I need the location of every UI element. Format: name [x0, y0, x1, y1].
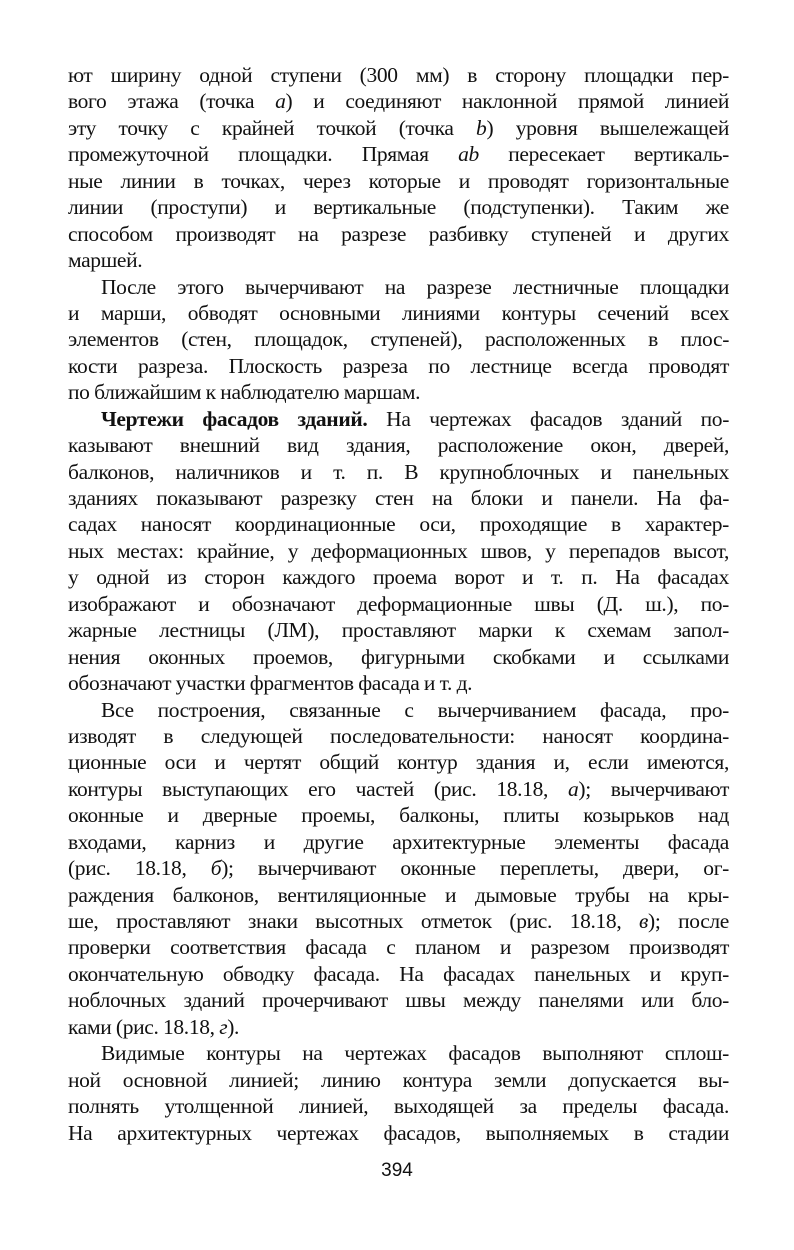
text-line [68, 670, 729, 696]
text-span: ); вычерчивают оконные переплеты, двери, ог- [221, 856, 729, 881]
paragraph [68, 62, 729, 274]
italic-text: b [476, 115, 487, 140]
italic-text: г [219, 1014, 228, 1039]
text-span: способом производят на разрезе разбивку ступеней и других [68, 221, 729, 246]
text-span: ных местах: крайние, у деформационных швов, у перепадов высот, [68, 538, 729, 563]
text-span: (рис. 18.18, [68, 856, 211, 881]
text-span: После этого вычерчивают на разрезе лестничные площадки [101, 274, 729, 299]
paragraph [68, 1040, 729, 1146]
text-span: проверки соответствия фасада с планом и разрезом производят [68, 935, 729, 960]
text-span: ноблочных зданий прочерчивают швы между панелями или бло- [68, 988, 729, 1013]
paragraph [68, 274, 729, 406]
text-line [68, 62, 729, 88]
text-line [68, 617, 729, 643]
text-span: ) уровня вышележащей [486, 115, 729, 140]
text-span: обозначают участки фрагментов фасада и т. д. [68, 671, 473, 696]
text-line [68, 855, 729, 881]
text-line [68, 644, 729, 670]
italic-text: ab [458, 142, 479, 167]
text-span: пересекает вертикаль- [478, 142, 729, 167]
text-line [68, 300, 729, 326]
text-span: На чертежах фасадов зданий по- [367, 406, 730, 431]
text-line [68, 168, 729, 194]
text-line [68, 459, 729, 485]
text-line [68, 432, 729, 458]
text-line [68, 221, 729, 247]
text-span: ные линии в точках, через которые и проводят горизонтальные [68, 168, 729, 193]
text-span: ют ширину одной ступени (300 мм) в сторону площадки пер- [68, 63, 729, 87]
text-line [68, 511, 729, 537]
text-span: контуры выступающих его частей (рис. 18.18, [68, 776, 568, 801]
text-span: эту точку с крайней точкой (точка [68, 115, 477, 140]
text-line [68, 1120, 729, 1146]
text-span: раждения балконов, вентиляционные и дымовые трубы на кры- [68, 882, 729, 907]
text-span: и марши, обводят основными линиями контуры сечений всех [68, 300, 729, 325]
italic-text: а [275, 89, 286, 114]
text-line [68, 88, 729, 114]
text-line [68, 141, 729, 167]
text-line [68, 749, 729, 775]
text-span: ше, проставляют знаки высотных отметок (рис. 18.18, [68, 909, 640, 933]
text-span: вого этажа (точка [68, 89, 276, 114]
text-line [68, 485, 729, 511]
text-line [68, 115, 729, 141]
italic-text: а [567, 776, 579, 801]
text-span: у одной из сторон каждого проема ворот и т. п. На фасадах [68, 565, 729, 590]
paragraph [68, 697, 729, 1041]
text-span: Все построения, связанные с вычерчиванием фасада, про- [101, 697, 729, 722]
text-line [68, 247, 729, 273]
text-line [68, 1014, 729, 1040]
text-span: линии (проступи) и вертикальные (подступенки). Таким же [68, 195, 729, 220]
text-span: садах наносят координационные оси, проходящие в характер- [68, 512, 729, 537]
text-line [68, 829, 729, 855]
text-line [68, 1093, 729, 1119]
text-line [68, 326, 729, 352]
text-line [68, 274, 729, 300]
text-line [68, 379, 729, 405]
text-line [68, 723, 729, 749]
text-line [68, 987, 729, 1013]
text-span: ционные оси и чертят общий контур здания и, если имеются, [68, 750, 729, 775]
text-span: ). [227, 1014, 240, 1039]
text-line [68, 538, 729, 564]
page-number: 394 [381, 1160, 413, 1181]
text-span: нения оконных проемов, фигурными скобками и ссылками [68, 644, 729, 669]
text-span: оконные и дверные проемы, балконы, плиты козырьков над [68, 803, 729, 828]
text-span: промежуточной площадки. Прямая [68, 142, 459, 167]
text-span: ); вычерчивают [578, 776, 729, 801]
text-line [68, 353, 729, 379]
text-span: ной основной линией; линию контура земли допускается вы- [68, 1067, 729, 1092]
text-line [68, 934, 729, 960]
text-span: ); после [648, 909, 729, 933]
text-span: жарные лестницы (ЛМ), проставляют марки к схемам запол- [68, 618, 729, 643]
text-line [68, 882, 729, 908]
text-span: казывают внешний вид здания, расположение окон, дверей, [68, 433, 729, 458]
text-span: маршей. [68, 248, 143, 273]
text-line [68, 406, 729, 432]
text-span: Видимые контуры на чертежах фасадов выполняют сплош- [101, 1041, 729, 1066]
text-span: полнять утолщенной линией, выходящей за пределы фасада. [68, 1094, 729, 1119]
text-line [68, 776, 729, 802]
text-span: балконов, наличников и т. п. В крупноблочных и панельных [68, 459, 729, 484]
paragraph [68, 406, 729, 697]
text-span: изображают и обозначают деформационные швы (Д. ш.), по- [68, 591, 729, 616]
text-line [68, 1067, 729, 1093]
text-line [68, 961, 729, 987]
text-line [68, 1040, 729, 1066]
text-line [68, 194, 729, 220]
text-span: входами, карниз и другие архитектурные элементы фасада [68, 829, 729, 854]
text-span: На архитектурных чертежах фасадов, выполняемых в стадии [68, 1120, 729, 1145]
text-span: зданиях показывают разрезку стен на блоки и панели. На фа- [68, 486, 729, 510]
italic-text: б [210, 856, 222, 881]
text-line [68, 564, 729, 590]
page-body-text [68, 62, 729, 1146]
text-line [68, 802, 729, 828]
text-line [68, 697, 729, 723]
text-span: ) и соединяют наклонной прямой линией [285, 89, 729, 114]
text-span: ками (рис. 18.18, [68, 1014, 220, 1039]
text-line [68, 591, 729, 617]
text-span: по ближайшим к наблюдателю маршам. [68, 380, 421, 405]
text-span: изводят в следующей последовательности: наносят координа- [68, 723, 729, 748]
text-line [68, 908, 729, 934]
text-span: элементов (стен, площадок, ступеней), расположенных в плос- [68, 327, 729, 352]
text-span: окончательную обводку фасада. На фасадах панельных и круп- [68, 961, 729, 986]
bold-heading: Чертежи фасадов зданий. [101, 406, 368, 431]
italic-text: в [639, 909, 649, 933]
text-span: кости разреза. Плоскость разреза по лестнице всегда проводят [68, 353, 729, 378]
